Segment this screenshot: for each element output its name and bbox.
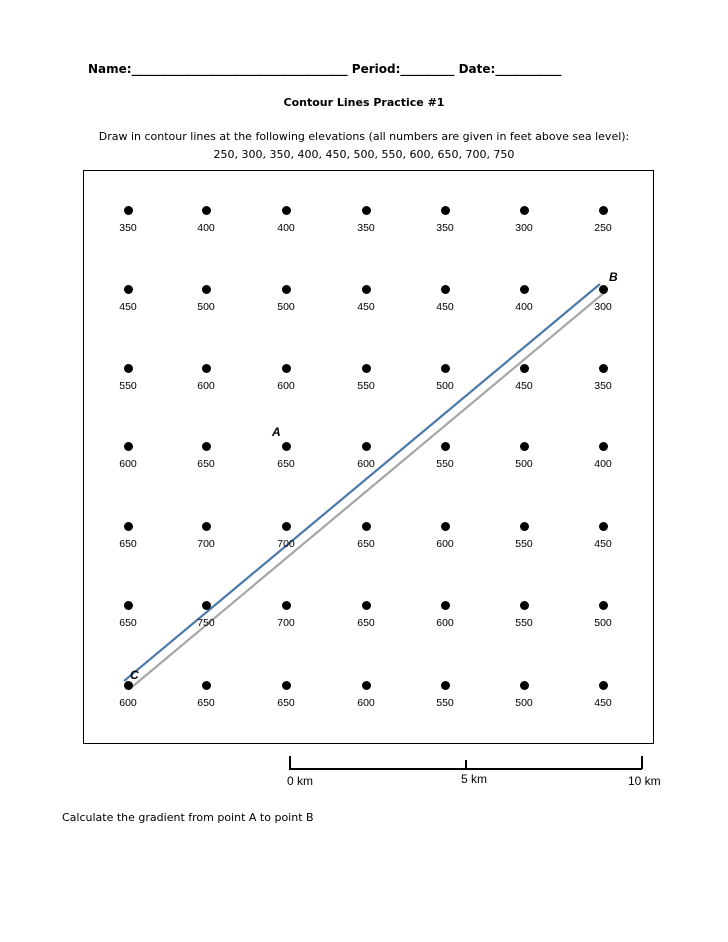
elevation-value: 600 [436,617,454,629]
elevation-point-dot [441,206,450,215]
elevation-value: 600 [119,697,137,709]
elevation-point-dot [282,364,291,373]
elevation-point-dot [441,522,450,531]
elevation-value: 550 [436,697,454,709]
elevation-point-dot [599,364,608,373]
scale-label-start: 0 km [287,774,314,788]
elevation-value: 600 [357,697,375,709]
scale-tick-start [289,756,291,769]
elevation-point-dot [520,522,529,531]
elevation-point-dot [362,681,371,690]
worksheet-title: Contour Lines Practice #1 [283,96,445,109]
name-label: Name: [88,62,132,76]
elevation-point-dot [520,364,529,373]
elevation-point-dot [282,681,291,690]
elevation-point-dot [599,601,608,610]
elevation-value: 550 [119,380,137,392]
elevation-value: 700 [277,617,295,629]
elevation-point-dot [441,442,450,451]
elevation-value: 650 [277,458,295,470]
elevation-point-dot [124,285,133,294]
elevation-value: 550 [515,617,533,629]
elevation-point-dot [202,442,211,451]
elevation-value: 350 [119,222,137,234]
elevation-value: 350 [357,222,375,234]
elevation-point-dot [441,601,450,610]
elevation-value: 500 [594,617,612,629]
elevation-value: 650 [277,697,295,709]
elevation-value: 600 [436,538,454,550]
elevation-value: 350 [594,380,612,392]
date-label: Date: [458,62,496,76]
point-c-label: C [130,668,139,682]
elevation-value: 750 [197,617,215,629]
elevation-point-dot [362,285,371,294]
elevation-value: 400 [594,458,612,470]
elevation-point-dot [124,522,133,531]
elevation-value: 650 [119,617,137,629]
elevation-point-dot [362,206,371,215]
elevation-point-dot [520,285,529,294]
elevation-value: 400 [515,301,533,313]
elevation-value: 450 [594,697,612,709]
elevation-value: 500 [197,301,215,313]
elevation-point-dot [441,285,450,294]
name-blank[interactable]: ____________________________________ [131,62,348,76]
scale-label-end: 10 km [628,774,661,788]
elevation-value: 550 [515,538,533,550]
elevation-value: 450 [594,538,612,550]
scale-tick-mid [465,760,467,769]
elevation-value: 650 [119,538,137,550]
elevation-value: 500 [515,458,533,470]
elevation-point-dot [202,601,211,610]
point-a-label: A [272,425,281,439]
elevation-value: 600 [357,458,375,470]
elevation-value: 700 [197,538,215,550]
elevation-point-dot [520,681,529,690]
gradient-question: Calculate the gradient from point A to point B [62,811,314,824]
elevation-point-dot [599,681,608,690]
elevation-point-dot [202,681,211,690]
elevation-point-dot [202,364,211,373]
elevation-point-dot [124,364,133,373]
elevation-value: 550 [436,458,454,470]
elevation-value: 350 [436,222,454,234]
elevation-point-dot [362,364,371,373]
period-blank[interactable]: _________ [400,62,455,76]
elevation-point-dot [282,442,291,451]
elevation-value: 450 [436,301,454,313]
instructions-elevations: 250, 300, 350, 400, 450, 500, 550, 600, 650, 700, 750 [213,148,515,161]
elevation-value: 500 [277,301,295,313]
elevation-point-dot [362,442,371,451]
point-b-label: B [609,270,618,284]
elevation-point-dot [599,285,608,294]
elevation-value: 450 [515,380,533,392]
elevation-point-dot [124,206,133,215]
elevation-value: 500 [436,380,454,392]
elevation-value: 300 [594,301,612,313]
scale-tick-end [641,756,643,769]
elevation-value: 600 [277,380,295,392]
elevation-value: 250 [594,222,612,234]
elevation-point-dot [362,522,371,531]
elevation-value: 650 [357,617,375,629]
elevation-value: 550 [357,380,375,392]
scale-label-mid: 5 km [461,772,488,786]
elevation-point-dot [599,206,608,215]
elevation-point-dot [202,285,211,294]
elevation-point-dot [520,442,529,451]
elevation-point-dot [282,206,291,215]
elevation-point-dot [441,681,450,690]
elevation-value: 300 [515,222,533,234]
elevation-value: 650 [197,697,215,709]
instructions-line-1: Draw in contour lines at the following elevations (all numbers are given in feet above sea level): [98,130,630,143]
elevation-value: 650 [357,538,375,550]
elevation-point-dot [282,285,291,294]
elevation-point-dot [362,601,371,610]
elevation-value: 600 [197,380,215,392]
elevation-value: 450 [357,301,375,313]
elevation-value: 700 [277,538,295,550]
elevation-point-dot [124,601,133,610]
elevation-point-dot [441,364,450,373]
elevation-value: 650 [197,458,215,470]
elevation-value: 500 [515,697,533,709]
elevation-point-dot [124,442,133,451]
elevation-point-dot [282,601,291,610]
elevation-value: 450 [119,301,137,313]
elevation-value: 400 [197,222,215,234]
elevation-point-dot [520,601,529,610]
elevation-point-dot [202,206,211,215]
elevation-point-dot [599,442,608,451]
period-label: Period: [351,62,401,76]
date-blank[interactable]: ___________ [495,62,562,76]
elevation-point-dot [599,522,608,531]
elevation-point-dot [282,522,291,531]
elevation-value: 400 [277,222,295,234]
elevation-point-dot [202,522,211,531]
elevation-point-dot [520,206,529,215]
elevation-value: 600 [119,458,137,470]
